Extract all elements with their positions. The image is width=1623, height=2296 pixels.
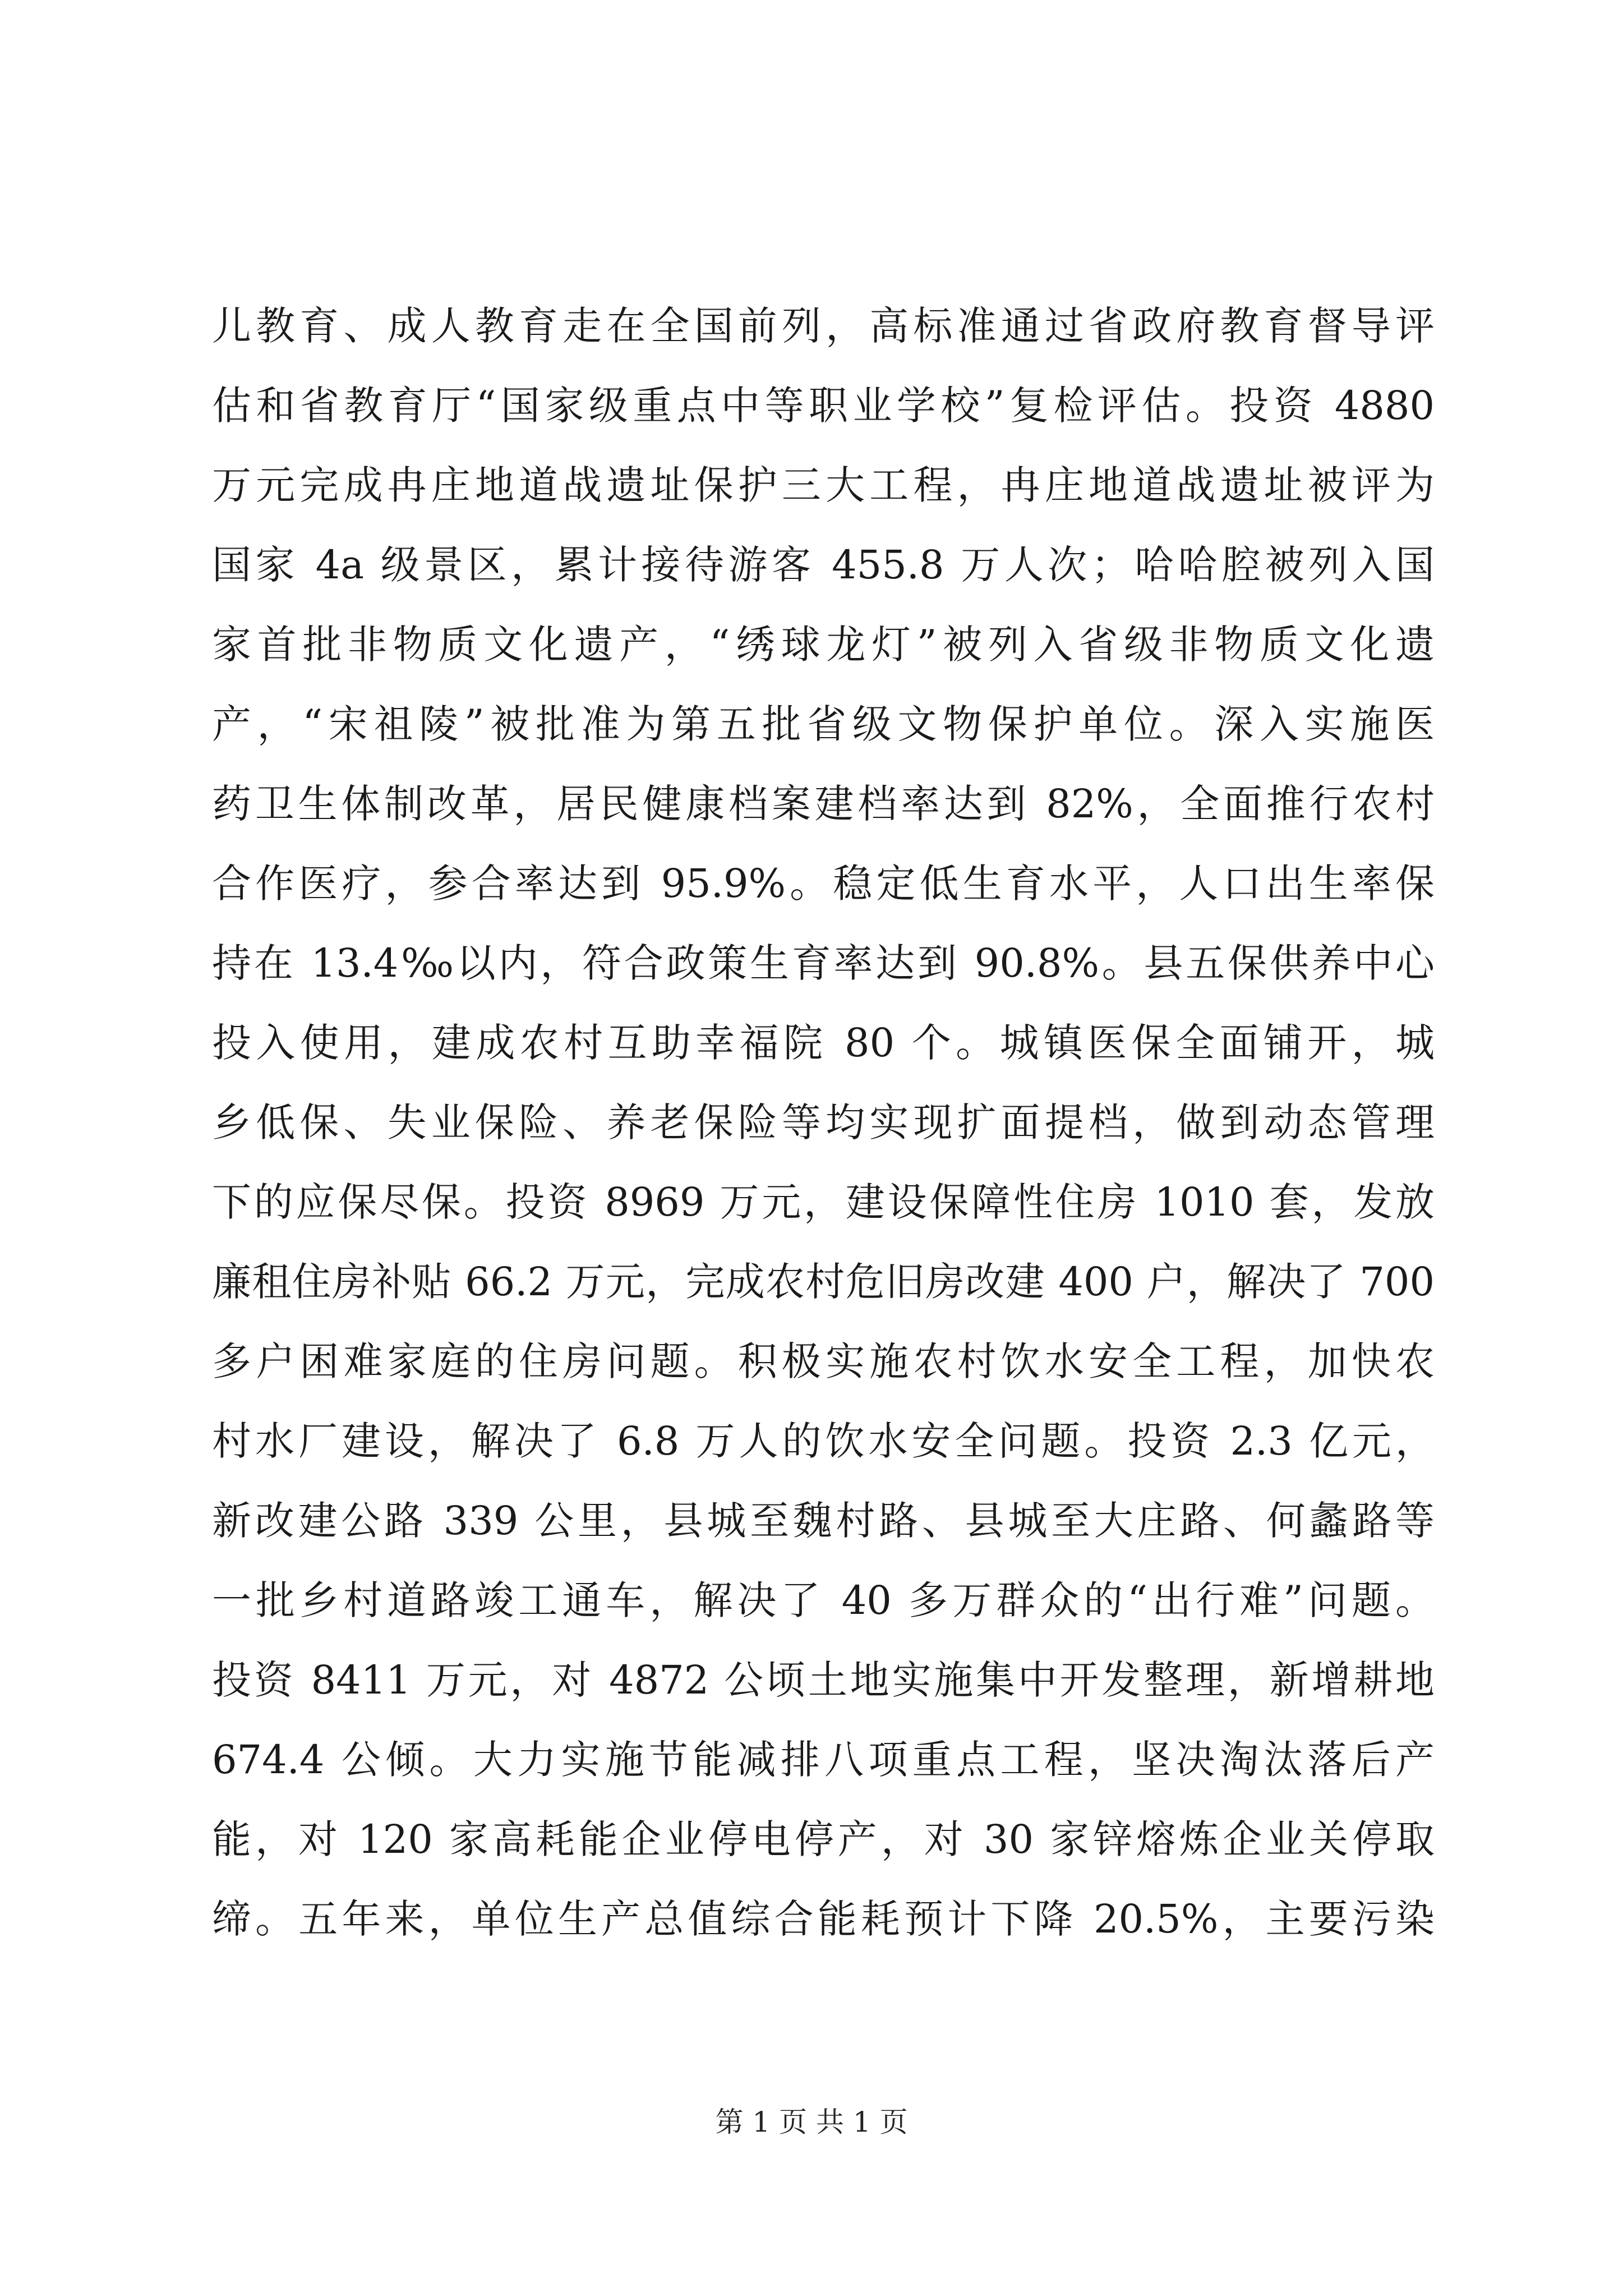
text-line: 儿教育、成人教育走在全国前列，高标准通过省政府教育督导评 [212, 303, 1435, 349]
text-line: 国家 4a 级景区，累计接待游客 455.8 万人次；哈哈腔被列入国 [212, 542, 1435, 588]
page-number-label: 第 1 页 共 1 页 [715, 2106, 908, 2138]
text-line: 能，对 120 家高耗能企业停电停产，对 30 家锌熔炼企业关停取 [212, 1816, 1435, 1862]
text-line: 村水厂建设，解决了 6.8 万人的饮水安全问题。投资 2.3 亿元， [212, 1418, 1435, 1464]
text-line: 一批乡村道路竣工通车，解决了 40 多万群众的“出行难”问题。 [212, 1577, 1435, 1623]
text-line: 乡低保、失业保险、养老保险等均实现扩面提档，做到动态管理 [212, 1099, 1435, 1145]
text-line: 药卫生体制改革，居民健康档案建档率达到 82%，全面推行农村 [212, 781, 1435, 827]
text-line: 投资 8411 万元，对 4872 公顷土地实施集中开发整理，新增耕地 [212, 1657, 1435, 1703]
page-footer [0, 2102, 1623, 2142]
text-line: 新改建公路 339 公里，县城至魏村路、县城至大庄路、何蠡路等 [212, 1498, 1435, 1544]
text-line: 多户困难家庭的住房问题。积极实施农村饮水安全工程，加快农 [212, 1338, 1435, 1384]
text-line: 持在 13.4‰以内，符合政策生育率达到 90.8%。县五保供养中心 [212, 940, 1435, 986]
body-text [212, 286, 1435, 1959]
text-line: 674.4 公倾。大力实施节能减排八项重点工程，坚决淘汰落后产 [212, 1737, 1435, 1783]
text-line: 廉租住房补贴 66.2 万元，完成农村危旧房改建 400 户，解决了 700 [212, 1259, 1435, 1305]
text-line: 估和省教育厅“国家级重点中等职业学校”复检评估。投资 4880 [212, 383, 1435, 429]
text-line: 家首批非物质文化遗产，“绣球龙灯”被列入省级非物质文化遗 [212, 622, 1435, 668]
text-line: 缔。五年来，单位生产总值综合能耗预计下降 20.5%，主要污染 [212, 1896, 1435, 1942]
text-line: 下的应保尽保。投资 8969 万元，建设保障性住房 1010 套，发放 [212, 1179, 1435, 1225]
text-line: 产，“宋祖陵”被批准为第五批省级文物保护单位。深入实施医 [212, 701, 1435, 747]
text-line: 合作医疗，参合率达到 95.9%。稳定低生育水平，人口出生率保 [212, 861, 1435, 907]
text-line: 万元完成冉庄地道战遗址保护三大工程，冉庄地道战遗址被评为 [212, 462, 1435, 508]
text-line: 投入使用，建成农村互助幸福院 80 个。城镇医保全面铺开，城 [212, 1020, 1435, 1066]
